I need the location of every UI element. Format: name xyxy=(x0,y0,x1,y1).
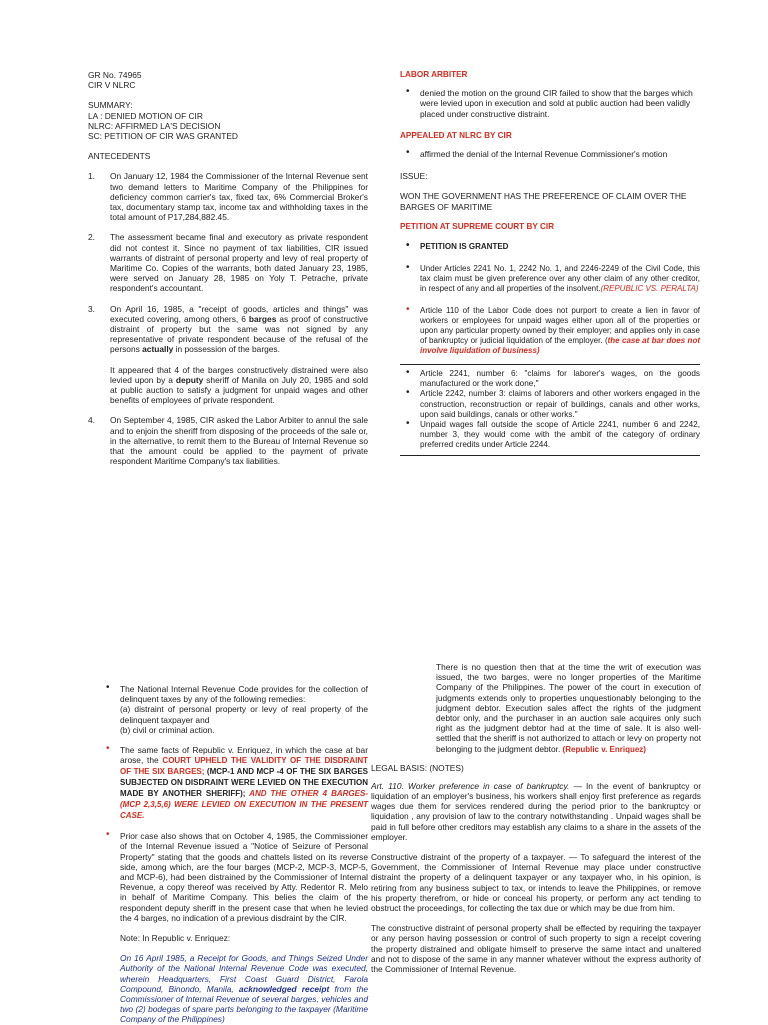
item-number: 3. xyxy=(88,303,95,314)
item-bold-word: deputy xyxy=(175,374,204,385)
list-item-text: Prior case also shows that on October 4, 1985, the Commissioner of the Internal Revenue issued a "Notice of Seizure of Personal Property" stating that the goods and chattels listed on its reverse side, among which, are the four barges (MCP-2, MCP-3, MCP-5, and MCP-6), had been distrained by the Commissioner of Internal Revenue, a copy thereof was received by Atty. Redentor R. Melo in behalf of Maritime Company. This belies the claim of the respondent deputy sheriff in the present case that when he levied the 4 barges, no indication of a previous disdraint by the CIR. xyxy=(120,831,368,923)
list-item-text: affirmed the denial of the Internal Revenue Commissioner's motion xyxy=(420,149,668,160)
remedies-list xyxy=(100,684,368,923)
page1-left-column xyxy=(88,70,368,467)
highlighted-text: AND THE OTHER 4 BARGES- (MCP 2,3,5,6) WERE LEVIED ON EXECUTION IN THE PRESENT CASE. xyxy=(120,789,368,821)
antecedent-item xyxy=(88,171,368,222)
case-number: GR No. 74965 xyxy=(88,70,142,80)
summary-line: NLRC: AFFIRMED LA'S DECISION xyxy=(88,120,221,131)
item-text: It appeared that 4 of the barges constructively distrained were also levied upon by a xyxy=(110,364,368,385)
quote-bold: acknowledged receipt xyxy=(238,983,330,994)
antecedent-item xyxy=(88,232,368,293)
citation: (Republic v. Enriquez) xyxy=(560,744,646,754)
list-item xyxy=(400,306,700,356)
antecedent-item xyxy=(88,304,368,355)
ruling-text: PETITION IS GRANTED xyxy=(420,242,509,252)
citation: (REPUBLIC VS. PERALTA) xyxy=(600,284,699,294)
list-item xyxy=(400,264,700,294)
list-item-text: The same facts of Republic v. Enriquez, in which the case at bar arose, the xyxy=(120,745,368,766)
nlrc-heading: APPEALED AT NLRC BY CIR xyxy=(400,130,512,140)
bullet-icon: • xyxy=(106,682,110,693)
divider xyxy=(400,455,700,456)
list-item xyxy=(100,831,368,923)
highlighted-text: (MCP-1 AND MCP -4 OF THE SIX BARGES SUBJECTED ON DISDRAINT WERE LEVIED ON THE EXECUTION MADE BY ANOTHER SHERIFF); xyxy=(120,767,368,799)
bullet-icon: • xyxy=(406,367,410,379)
item-text: On April 16, 1985, a "receipt of goods, articles and things" was executed covering, among others, 6 xyxy=(110,303,368,324)
nlrc-list xyxy=(400,149,700,159)
item-text: On September 4, 1985, CIR asked the Labor Arbiter to annul the sale and to enjoin the sheriff from disposing of the proceeds of the sale or, in the alternative, to remit them to the Bureau of Internal Revenue so that the amount could be applied to the payment of private respondent Maritime Company's tax liabilities. xyxy=(110,415,368,467)
citation: the case at bar does not involve liquidation of business) xyxy=(420,336,700,356)
item-number: 1. xyxy=(88,171,95,182)
list-item-text: Unpaid wages fall outside the scope of Article 2241, number 6 and 2242, number 3, they would come with the ambit of the category of ordinary preferred credits under Article 2244. xyxy=(420,420,700,450)
page2-left-column xyxy=(100,684,368,1025)
bullet-icon: • xyxy=(406,240,410,252)
case-name: CIR V NLRC xyxy=(88,80,136,91)
bullet-icon: • xyxy=(406,262,410,274)
list-item-text: (b) civil or criminal action. xyxy=(120,724,215,735)
list-item-text: Article 2241, number 6: "claims for laborer's wages, on the goods manufactured or the work done," xyxy=(420,369,700,389)
summary-title: SUMMARY: xyxy=(88,100,133,111)
issue-heading: ISSUE: xyxy=(400,171,428,182)
item-text: in possession of the barges. xyxy=(173,344,280,355)
item-text: The assessment became final and executory as private respondent did not contest it. Since no payment of tax liabilities, CIR issued warrants of distraint of personal property and levy of real property of Maritime Co. Copies of the warrants, both dated January 23, 1985, were served on January 28, 1985 on Yoly T. Petrache, private respondent's accountant. xyxy=(110,232,368,294)
supreme-court-heading: PETITION AT SUPREME COURT BY CIR xyxy=(400,221,555,231)
issue-text: WON THE GOVERNMENT HAS THE PREFERENCE OF CLAIM OVER THE BARGES OF MARITIME xyxy=(400,191,687,212)
article-110 xyxy=(371,781,701,842)
list-item xyxy=(400,420,700,451)
summary-line: LA : DENIED MOTION OF CIR xyxy=(88,110,203,121)
quote-text: On 16 April 1985, a Receipt for Goods, and Things Seized Under Authority of the National Internal Revenue Code was executed, wherein Headquarters, First Coast Guard District, Farola Compound, Binondo, Manila, xyxy=(120,953,368,994)
highlighted-text: COURT UPHELD THE VALIDITY OF THE DISDRAINT OF THE SIX BARGES; xyxy=(120,756,368,777)
antecedent-item xyxy=(88,365,368,406)
enriquez-quote xyxy=(371,662,701,755)
divider xyxy=(400,364,700,365)
item-number: 2. xyxy=(88,232,95,243)
list-item xyxy=(400,88,700,119)
item-text: as proof of constructive distraint of property but the same was not signed by any representative of private respondent because of the refusal of the persons xyxy=(110,313,368,355)
list-item-text: Article 2242, number 3: claims of laborers and other workers engaged in the construction, reconstruction or repair of buildings, canals and other works, upon said buildings, canals or other works." xyxy=(420,389,700,419)
list-item xyxy=(400,242,700,252)
bullet-icon: • xyxy=(406,147,410,159)
constructive-distraint-text: The constructive distraint of personal property shall be effected by requiring the taxpayer or any person having possession or control of such property to sign a receipt covering the property distrained and obligate himself to preserve the same intact and unaltered and not to dispose of the same in any manner whatever without the express authority of the Commissioner of Internal Revenue. xyxy=(371,923,701,975)
page1-right-column xyxy=(400,70,700,460)
list-item-text: Under Articles 2241 No. 1, 2242 No. 1, and 2246-2249 of the Civil Code, this tax claim must be given preference over any other claim of any other creditor, in respect of any and all properties of the insolvent. xyxy=(420,264,700,294)
antecedent-item xyxy=(88,415,368,466)
bullet-icon: • xyxy=(106,829,110,841)
list-item xyxy=(100,684,368,735)
quote-text: from the Commissioner of Internal Revenue of several barges, vehicles and two (2) bodegas of spare parts belonging to the taxpayer (Maritime Company of the Philippines) xyxy=(120,983,369,1025)
item-number: 4. xyxy=(88,415,95,426)
bullet-icon: • xyxy=(406,304,410,316)
supreme-court-list xyxy=(400,242,700,356)
summary-line: SC: PETITION OF CIR WAS GRANTED xyxy=(88,131,238,142)
page2-right-column xyxy=(371,662,701,974)
item-text: On January 12, 1984 the Commissioner of the Internal Revenue sent two demand letters to Maritime Company of the Philippines for deficiency common carrier's tax, fixed tax, 6% Commercial Broker's tax, documentary stamp tax, income tax and withholding taxes in the total amount of P17,284,882.45. xyxy=(110,171,368,223)
article-text: — In the event of bankruptcy or liquidation of an employer's business, his workers shall enjoy first preference as regards wages due them for services rendered during the period prior to the bankruptcy or liquidation , any provision of law to the contrary notwithstanding . Unpaid wages shall be paid in full before other creditors may establish any claims to a share in the assets of the employer. xyxy=(371,780,701,842)
legal-basis-heading: LEGAL BASIS: (NOTES) xyxy=(371,762,464,773)
antecedents-title: ANTECEDENTS xyxy=(88,151,151,162)
antecedents-list xyxy=(88,171,368,466)
item-bold-word: barges xyxy=(248,313,277,324)
bullet-icon: • xyxy=(106,743,110,755)
labor-arbiter-heading: LABOR ARBITER xyxy=(400,70,468,79)
list-item xyxy=(400,369,700,389)
item-bold-word: actually xyxy=(142,344,174,355)
document-page-2 xyxy=(0,640,768,1024)
quote-text: There is no question then that at the time the writ of execution was issued, the two barges, were no longer properties of the Maritime Company of the Philippines. The power of the court in execution of judgments extends only to properties unquestionably belonging to the judgment debtor. Execution sales affect the rights of the judgment debtor only, and the purchaser in an auction sale acquires only such right as the judgment debtor had at the time of sale. It is also well-settled that the sheriff is not authorized to attach or levy on property not belonging to the judgment debtor. xyxy=(436,662,701,754)
list-item-text: Article 110 of the Labor Code does not purport to create a lien in favor of workers or employees for unpaid wages either upon all of the properties or upon any particular property owned by their employer; and applies only in case of bankruptcy or judicial liquidation of the employer. ( xyxy=(420,306,700,346)
quote-block xyxy=(100,953,368,1024)
bullet-icon: • xyxy=(406,418,410,430)
list-item xyxy=(400,389,700,420)
list-item-text: (a) distraint of personal property or levy of real property of the delinquent taxpayer and xyxy=(120,704,368,725)
labor-arbiter-list xyxy=(400,88,700,119)
constructive-distraint-text: Constructive distraint of the property of a taxpayer. — To safeguard the interest of the Government, the Commissioner of Internal Revenue may place under constructive distraint the property of a delinquent taxpayer or any taxpayer who, in his opinion, is retiring from any business subject to tax, or intends to leave the Philippines, or remove his property therefrom, or hide or conceal his property, or perform any act tending to obstruct the proceedings, for collecting the tax due or which may be due from him. xyxy=(371,852,701,914)
bullet-icon: • xyxy=(406,86,410,98)
item-text: sheriff of Manila on July 20, 1985 and sold at public auction to satisfy a judgment for unpaid wages and other benefits of employees of private respondent. xyxy=(110,374,369,406)
note-text: Note: In Republic v. Enriquez: xyxy=(120,933,231,944)
list-item-text: denied the motion on the ground CIR failed to show that the barges which were levied upon in execution and sold at public auction had been validly placed under constructive distraint. xyxy=(420,88,693,119)
list-item-text: The National Internal Revenue Code provides for the collection of delinquent taxes by any of the following remedies: xyxy=(120,684,368,705)
list-item xyxy=(400,149,700,159)
article-title: Art. 110. Worker preference in case of bankruptcy. xyxy=(371,780,570,791)
articles-list xyxy=(400,369,700,451)
bullet-icon: • xyxy=(406,387,410,399)
list-item xyxy=(100,745,368,821)
